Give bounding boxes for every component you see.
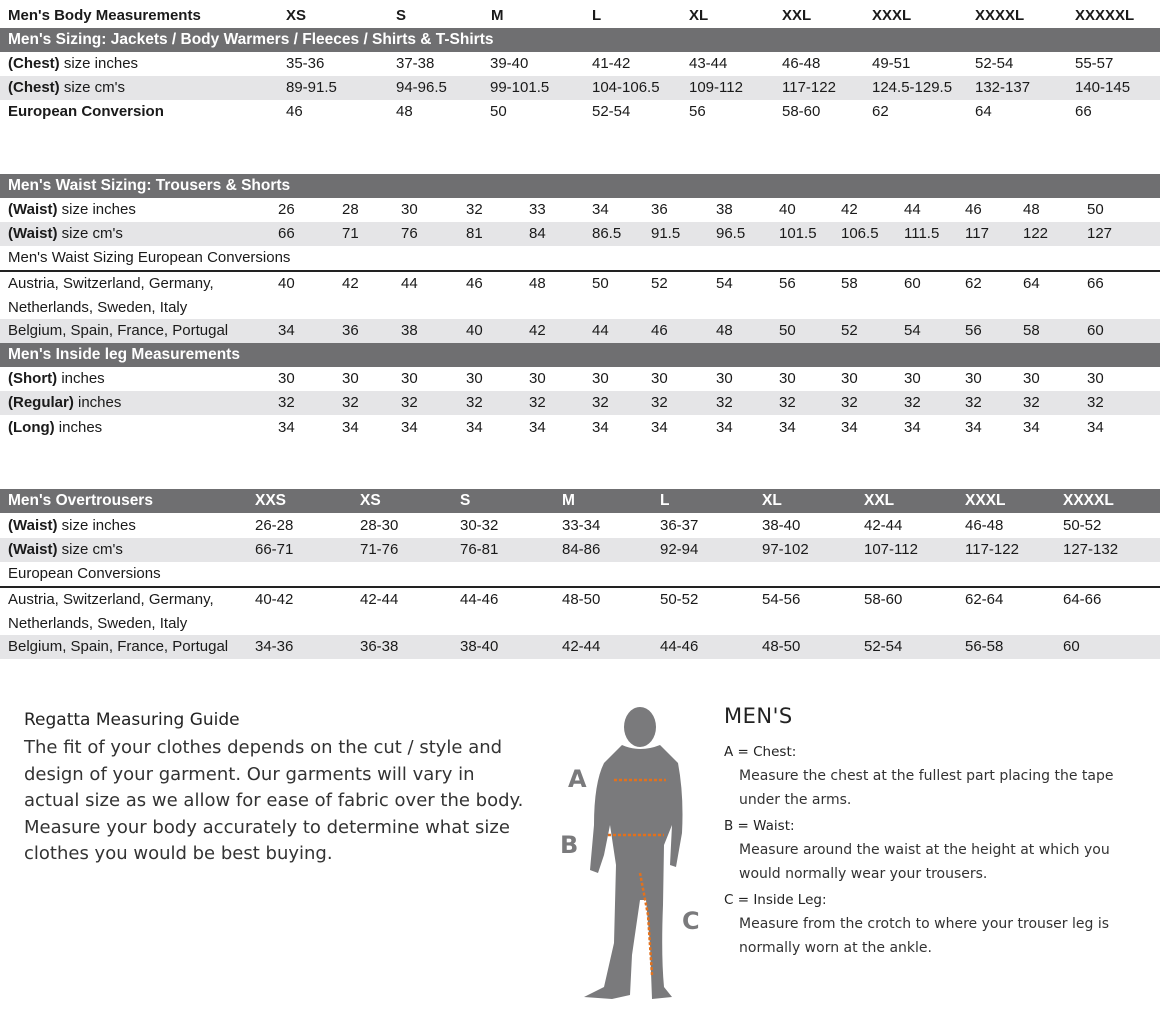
cell: 55-57 xyxy=(1075,55,1114,72)
cell: 111.5 xyxy=(904,225,940,242)
section-title: Men's Overtrousers xyxy=(8,492,153,509)
cell: 26 xyxy=(278,201,295,218)
cell: 32 xyxy=(779,394,796,411)
cell: 56 xyxy=(965,322,982,339)
cell: 49-51 xyxy=(872,55,911,72)
cell: 46-48 xyxy=(965,517,1004,534)
row-label: Belgium, Spain, France, Portugal xyxy=(8,638,229,655)
cell: 37-38 xyxy=(396,55,435,72)
cell: 34 xyxy=(278,322,295,339)
cell: 26-28 xyxy=(255,517,294,534)
body-table-title: Men's Body Measurements xyxy=(8,7,201,24)
cell: 107-112 xyxy=(864,541,918,558)
cell: 52 xyxy=(651,275,668,292)
cell: 50 xyxy=(490,103,507,120)
cell: 50-52 xyxy=(660,591,699,608)
cell: 48 xyxy=(716,322,733,339)
euro-conversions-title: Men's Waist Sizing European Conversions xyxy=(8,249,291,266)
cell: 42 xyxy=(529,322,546,339)
over-austria-row xyxy=(0,586,1160,634)
cell: 60 xyxy=(1087,322,1104,339)
cell: 46 xyxy=(286,103,303,120)
guide-text: The fit of your clothes depends on the cut / style and design of your garment. Our garments will vary in actual size as we allow for ease of fabric over the body. Measure your body accurately to determine what size clothes you would be best buying. xyxy=(24,737,524,864)
cell: 43-44 xyxy=(689,55,728,72)
over-belgium-row xyxy=(0,635,1160,659)
cell: 66 xyxy=(278,225,295,242)
cell: 104-106.5 xyxy=(592,79,660,96)
waist-section-header xyxy=(0,174,1160,198)
size-col: XL xyxy=(762,492,782,509)
cell: 32 xyxy=(466,201,483,218)
cell: 127-132 xyxy=(1063,541,1119,558)
size-col: XS xyxy=(360,492,381,509)
size-col: S xyxy=(396,7,407,24)
cell: 48-50 xyxy=(562,591,601,608)
cell: 66 xyxy=(1087,275,1104,292)
cell: 48 xyxy=(529,275,546,292)
cell: 54 xyxy=(716,275,733,292)
label-a: A xyxy=(568,765,587,793)
cell: 62-64 xyxy=(965,591,1004,608)
size-col: XXS xyxy=(255,492,287,509)
inside-leg-section-header xyxy=(0,343,1160,367)
cell: 50 xyxy=(592,275,609,292)
chest-inches-row xyxy=(0,52,1160,76)
cell: 94-96.5 xyxy=(396,79,447,96)
cell: 38-40 xyxy=(460,638,499,655)
cell: 30 xyxy=(401,370,418,387)
cell: 66 xyxy=(1075,103,1092,120)
cell: 92-94 xyxy=(660,541,699,558)
cell: 34 xyxy=(1023,419,1040,436)
cell: 30 xyxy=(841,370,858,387)
cell: 34 xyxy=(1087,419,1104,436)
over-waist-inches-row xyxy=(0,514,1160,538)
cell: 36-37 xyxy=(660,517,699,534)
size-col: XS xyxy=(286,7,307,24)
cell: 127 xyxy=(1087,225,1113,242)
cell: 62 xyxy=(965,275,982,292)
row-label: (Waist) size inches xyxy=(8,517,136,534)
cell: 54 xyxy=(904,322,921,339)
cell: 30 xyxy=(779,370,796,387)
inside-leg-label: C = Inside Leg: xyxy=(724,892,827,908)
cell: 42-44 xyxy=(864,517,903,534)
size-col: L xyxy=(660,492,670,509)
cell: 44-46 xyxy=(460,591,499,608)
cell: 64 xyxy=(1023,275,1040,292)
cell: 52 xyxy=(841,322,858,339)
cell: 30 xyxy=(592,370,609,387)
cell: 46 xyxy=(965,201,982,218)
cell: 28 xyxy=(342,201,359,218)
cell: 52-54 xyxy=(864,638,903,655)
cell: 117 xyxy=(965,225,989,242)
long-leg-row xyxy=(0,416,1160,440)
cell: 48 xyxy=(1023,201,1040,218)
cell: 34 xyxy=(716,419,733,436)
section-title: Men's Inside leg Measurements xyxy=(8,346,240,363)
cell: 32 xyxy=(965,394,982,411)
cell: 46 xyxy=(651,322,668,339)
cell: 99-101.5 xyxy=(490,79,550,96)
short-leg-row xyxy=(0,367,1160,391)
cell: 30 xyxy=(965,370,982,387)
size-col: XXL xyxy=(782,7,812,24)
cell: 28-30 xyxy=(360,517,399,534)
cell: 71 xyxy=(342,225,359,242)
cell: 46-48 xyxy=(782,55,821,72)
cell: 101.5 xyxy=(779,225,817,242)
cell: 34 xyxy=(529,419,546,436)
cell: 32 xyxy=(1023,394,1040,411)
cell: 58-60 xyxy=(864,591,903,608)
cell: 81 xyxy=(466,225,483,242)
size-col: L xyxy=(592,7,602,24)
row-label: Austria, Switzerland, Germany, xyxy=(8,591,214,608)
size-col: XXXL xyxy=(872,7,912,24)
label-c: C xyxy=(682,907,700,935)
cell: 41-42 xyxy=(592,55,631,72)
row-label: (Chest) size cm's xyxy=(8,79,126,96)
cell: 30 xyxy=(1023,370,1040,387)
cell: 32 xyxy=(466,394,483,411)
cell: 54-56 xyxy=(762,591,801,608)
cell: 32 xyxy=(278,394,295,411)
measuring-guide xyxy=(24,708,524,868)
section-title: Men's Waist Sizing: Trousers & Shorts xyxy=(8,177,291,194)
cell: 30 xyxy=(466,370,483,387)
cell: 34 xyxy=(651,419,668,436)
cell: 40 xyxy=(779,201,796,218)
section-title: Men's Sizing: Jackets / Body Warmers / Fleeces / Shirts & T-Shirts xyxy=(8,31,494,48)
cell: 36 xyxy=(342,322,359,339)
cell: 38-40 xyxy=(762,517,801,534)
chest-cm-row xyxy=(0,76,1160,100)
size-col: XL xyxy=(689,7,709,24)
cell: 32 xyxy=(651,394,668,411)
cell: 32 xyxy=(904,394,921,411)
cell: 34 xyxy=(904,419,921,436)
cell: 40 xyxy=(466,322,483,339)
cell: 30 xyxy=(716,370,733,387)
cell: 124.5-129.5 xyxy=(872,79,953,96)
cell: 34 xyxy=(779,419,796,436)
cell: 60 xyxy=(904,275,921,292)
cell: 34 xyxy=(401,419,418,436)
waist-inches-row xyxy=(0,198,1160,222)
mens-measurement-legend xyxy=(724,704,1144,960)
body-size-header-row xyxy=(0,4,1160,28)
size-col: XXXXXL xyxy=(1075,7,1135,24)
row-label: (Waist) size inches xyxy=(8,201,136,218)
size-col: M xyxy=(562,492,575,509)
cell: 36 xyxy=(651,201,668,218)
cell: 44 xyxy=(904,201,921,218)
cell: 58 xyxy=(1023,322,1040,339)
cell: 32 xyxy=(401,394,418,411)
cell: 50 xyxy=(1087,201,1104,218)
cell: 122 xyxy=(1023,225,1049,242)
regular-leg-row xyxy=(0,391,1160,415)
cell: 132-137 xyxy=(975,79,1031,96)
row-label: (Regular) inches xyxy=(8,394,122,411)
waist-description: Measure around the waist at the height at which you would normally wear your trousers. xyxy=(739,842,1110,882)
waist-euro-title-row xyxy=(0,246,1160,270)
cell: 34 xyxy=(841,419,858,436)
cell: 38 xyxy=(401,322,418,339)
chest-label: A = Chest: xyxy=(724,744,797,760)
cell: 96.5 xyxy=(716,225,746,242)
cell: 42 xyxy=(841,201,858,218)
cell: 48 xyxy=(396,103,413,120)
cell: 33 xyxy=(529,201,546,218)
row-label: Austria, Switzerland, Germany, xyxy=(8,275,214,292)
cell: 34 xyxy=(592,419,609,436)
row-label: Belgium, Spain, France, Portugal xyxy=(8,322,229,339)
cell: 84-86 xyxy=(562,541,601,558)
cell: 84 xyxy=(529,225,546,242)
cell: 117-122 xyxy=(965,541,1019,558)
cell: 48-50 xyxy=(762,638,801,655)
european-conversion-row xyxy=(0,100,1160,124)
cell: 40 xyxy=(278,275,295,292)
cell: 39-40 xyxy=(490,55,529,72)
waist-cm-row xyxy=(0,222,1160,246)
cell: 64-66 xyxy=(1063,591,1102,608)
label-b: B xyxy=(560,831,579,859)
size-col: S xyxy=(460,492,471,509)
cell: 60 xyxy=(1063,638,1080,655)
cell: 40-42 xyxy=(255,591,294,608)
row-label: European Conversion xyxy=(8,103,164,120)
cell: 32 xyxy=(841,394,858,411)
inside-leg-description: Measure from the crotch to where your trouser leg is normally worn at the ankle. xyxy=(739,916,1110,956)
jackets-section-header xyxy=(0,28,1160,52)
cell: 34 xyxy=(592,201,609,218)
cell: 42-44 xyxy=(562,638,601,655)
cell: 86.5 xyxy=(592,225,622,242)
chest-description: Measure the chest at the fullest part placing the tape under the arms. xyxy=(739,768,1114,808)
cell: 91.5 xyxy=(651,225,681,242)
cell: 140-145 xyxy=(1075,79,1131,96)
row-label: (Chest) size inches xyxy=(8,55,139,72)
cell: 32 xyxy=(342,394,359,411)
row-label: (Waist) size cm's xyxy=(8,225,123,242)
cell: 44-46 xyxy=(660,638,699,655)
over-waist-cm-row xyxy=(0,538,1160,562)
cell: 34 xyxy=(278,419,295,436)
cell: 64 xyxy=(975,103,992,120)
cell: 50 xyxy=(779,322,796,339)
row-label: (Long) inches xyxy=(8,419,103,436)
cell: 30 xyxy=(278,370,295,387)
cell: 58 xyxy=(841,275,858,292)
cell: 52-54 xyxy=(592,103,631,120)
cell: 117-122 xyxy=(782,79,836,96)
size-col: XXXXL xyxy=(975,7,1025,24)
cell: 32 xyxy=(716,394,733,411)
cell: 34 xyxy=(965,419,982,436)
cell: 106.5 xyxy=(841,225,879,242)
cell: 30-32 xyxy=(460,517,499,534)
cell: 42 xyxy=(342,275,359,292)
waist-austria-row xyxy=(0,270,1160,318)
row-label-line2: Netherlands, Sweden, Italy xyxy=(8,299,188,316)
cell: 38 xyxy=(716,201,733,218)
row-label: (Waist) size cm's xyxy=(8,541,123,558)
cell: 35-36 xyxy=(286,55,325,72)
guide-title: Regatta Measuring Guide xyxy=(24,710,240,730)
cell: 34 xyxy=(342,419,359,436)
cell: 50-52 xyxy=(1063,517,1102,534)
cell: 76-81 xyxy=(460,541,499,558)
size-col: M xyxy=(491,7,504,24)
cell: 62 xyxy=(872,103,889,120)
row-label: (Short) inches xyxy=(8,370,105,387)
cell: 42-44 xyxy=(360,591,399,608)
cell: 52-54 xyxy=(975,55,1014,72)
silhouette xyxy=(584,707,683,999)
cell: 34-36 xyxy=(255,638,294,655)
euro-conversions-title: European Conversions xyxy=(8,565,161,582)
cell: 56-58 xyxy=(965,638,1004,655)
cell: 30 xyxy=(401,201,418,218)
cell: 44 xyxy=(401,275,418,292)
cell: 30 xyxy=(904,370,921,387)
cell: 56 xyxy=(689,103,706,120)
size-col: XXXXL xyxy=(1063,492,1114,509)
waist-belgium-row xyxy=(0,319,1160,343)
size-col: XXXL xyxy=(965,492,1006,509)
cell: 34 xyxy=(466,419,483,436)
cell: 44 xyxy=(592,322,609,339)
cell: 30 xyxy=(1087,370,1104,387)
cell: 109-112 xyxy=(689,79,743,96)
cell: 33-34 xyxy=(562,517,601,534)
cell: 30 xyxy=(342,370,359,387)
cell: 30 xyxy=(529,370,546,387)
overtrousers-section-header xyxy=(0,489,1160,513)
cell: 58-60 xyxy=(782,103,821,120)
cell: 71-76 xyxy=(360,541,399,558)
cell: 46 xyxy=(466,275,483,292)
cell: 97-102 xyxy=(762,541,809,558)
cell: 36-38 xyxy=(360,638,399,655)
cell: 56 xyxy=(779,275,796,292)
body-silhouette-figure xyxy=(560,705,710,1005)
cell: 76 xyxy=(401,225,418,242)
cell: 32 xyxy=(1087,394,1104,411)
row-label-line2: Netherlands, Sweden, Italy xyxy=(8,615,188,632)
cell: 30 xyxy=(651,370,668,387)
size-col: XXL xyxy=(864,492,895,509)
over-euro-title-row xyxy=(0,562,1160,586)
cell: 89-91.5 xyxy=(286,79,337,96)
cell: 32 xyxy=(529,394,546,411)
cell: 66-71 xyxy=(255,541,294,558)
waist-label: B = Waist: xyxy=(724,818,795,834)
cell: 32 xyxy=(592,394,609,411)
mens-title: MEN'S xyxy=(724,704,793,728)
